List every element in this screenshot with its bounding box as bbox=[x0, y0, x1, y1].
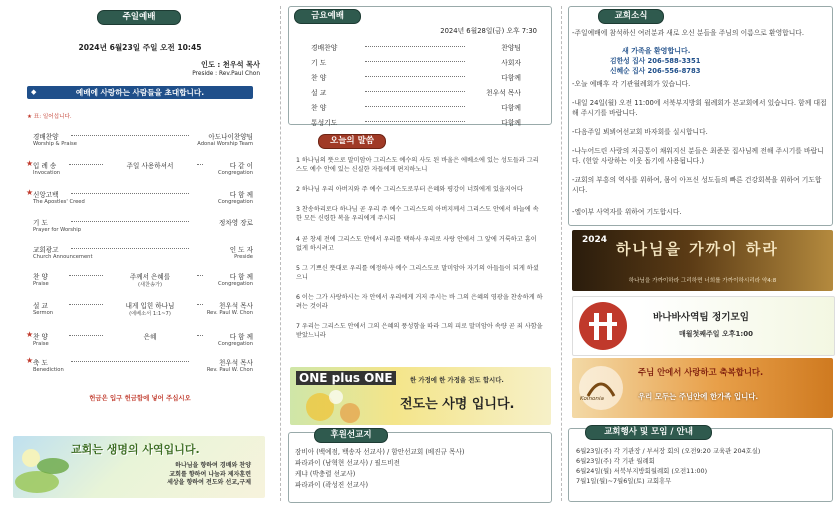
barnabas-logo-icon bbox=[577, 300, 629, 352]
friday-item: 찬 양 bbox=[311, 74, 327, 82]
leader-dots bbox=[69, 275, 103, 276]
order-leader: 다 함 께 bbox=[229, 273, 253, 281]
leader-dots bbox=[69, 304, 103, 305]
one-plus-one-main: 전도는 사명 입니다. bbox=[400, 397, 515, 412]
leader-dots bbox=[69, 335, 103, 336]
leader-dots bbox=[365, 61, 465, 62]
order-content: 주일 사용하셔서 bbox=[126, 162, 174, 170]
contact-item: 신혜순 집사 206-556-8783 bbox=[610, 66, 701, 75]
order-leader: 다 함 께 bbox=[229, 333, 253, 341]
event-item: 7월1일(월)~7월6일(토) 교회휴무 bbox=[576, 477, 672, 485]
order-leader: 천우석 목사 bbox=[219, 302, 253, 310]
one-plus-one-title: ONE plus ONE bbox=[296, 371, 396, 385]
order-leader-en: Congregation bbox=[218, 199, 253, 205]
friday-row bbox=[311, 117, 521, 129]
leader-dots bbox=[365, 46, 465, 47]
leader-dots bbox=[71, 248, 189, 249]
one-plus-one-sub: 한 가정에 한 가정을 전도 합시다. bbox=[410, 376, 504, 384]
mission-tab: 후원선교지 bbox=[314, 428, 388, 443]
order-title-en: Worship & Praise bbox=[33, 141, 77, 147]
order-title-ko: 찬 양 bbox=[33, 333, 48, 341]
friday-leader: 사회자 bbox=[501, 59, 521, 67]
verse-item: 7 우리는 그리스도 안에서 그의 은혜의 풍성함을 따라 그의 피로 말미암아 속량 곧 죄 사함을 받았느니라 bbox=[296, 323, 543, 339]
banner-line: 하나님을 향하여 경배와 찬양 bbox=[175, 462, 251, 469]
leader-dots bbox=[69, 164, 103, 165]
friday-item: 통성기도 bbox=[311, 119, 338, 127]
friday-leader: 다함께 bbox=[501, 104, 521, 112]
welcome-text: 예배에 사랑하는 사람들을 초대합니다. bbox=[75, 88, 205, 97]
order-content: 주께서 은혜를 bbox=[129, 273, 171, 281]
order-title-ko: 경배찬양 bbox=[33, 133, 59, 141]
scripture-banner-title: 하나님을 가까이 하라 bbox=[616, 240, 779, 258]
order-content-sub: (에베소서 1:1~7) bbox=[129, 311, 171, 317]
stand-star-icon: ★ bbox=[26, 356, 34, 365]
banner-line: 교회를 향하여 나눔과 제자훈련 bbox=[169, 470, 251, 478]
leader-dots bbox=[71, 135, 189, 136]
friday-row bbox=[311, 87, 521, 99]
news-item: -교회의 부흥의 역사를 위하여, 몸이 아프신 성도들의 빠른 건강회복을 위하여 기도합시다. bbox=[572, 176, 822, 194]
order-leader-en: Adonai Worship Team bbox=[197, 141, 253, 147]
stand-note: ★ 표: 일어섭니다. bbox=[27, 114, 72, 120]
koinonia-banner bbox=[572, 358, 833, 418]
friday-item: 설 교 bbox=[311, 89, 327, 97]
news-item: -오늘 예배후 각 기관월례회가 있습니다. bbox=[572, 80, 691, 88]
news-column bbox=[562, 0, 835, 507]
friday-leader: 다함께 bbox=[501, 119, 521, 127]
mission-list bbox=[295, 447, 464, 491]
friday-item: 기 도 bbox=[311, 59, 327, 67]
koinonia-logo-icon bbox=[576, 362, 626, 414]
order-title-en: Sermon bbox=[33, 310, 54, 316]
news-item: -나누어드린 사랑의 저금통이 채워지신 분들은 최준문 집사님께 전해 주시기를 바랍니다. (헌알 사랑하는 이웃 돕기에 사용됩니다.) bbox=[572, 147, 824, 165]
preacher-en: Preside : Rev.Paul Chon bbox=[192, 71, 260, 77]
sunday-worship-tab: 주일예배 bbox=[97, 10, 181, 25]
friday-worship-tab: 금요예배 bbox=[294, 9, 361, 24]
order-leader-en: Congregation bbox=[218, 341, 253, 347]
sunday-worship-column bbox=[0, 0, 280, 507]
order-content-sub: (새찬송가) bbox=[137, 282, 163, 288]
order-title-ko: 찬 양 bbox=[33, 273, 48, 281]
banner-year: 2024 bbox=[582, 235, 608, 245]
friday-leader: 다함께 bbox=[501, 74, 521, 82]
koinonia-title: 주님 안에서 사랑하고 축복합니다. bbox=[638, 367, 764, 377]
stand-star-icon: ★ bbox=[26, 188, 34, 197]
events-list bbox=[576, 446, 760, 486]
mission-item: 잠비아 (백예점, 백송자 선교사) / 함안선교회 (베진규 목사) bbox=[295, 448, 465, 456]
stand-star-icon: ★ bbox=[26, 330, 34, 339]
order-title-en: Prayer for Worship bbox=[33, 227, 82, 233]
order-title-en: Benediction bbox=[33, 367, 64, 373]
leader-dots bbox=[197, 275, 203, 276]
friday-item: 찬 양 bbox=[311, 104, 327, 112]
order-title-en: Church Announcement bbox=[33, 254, 93, 260]
news-item: -내일 24일(월) 오전 11:00에 서북부지방회 월례회가 본교회에서 있습니다. 함께 대접해 주시기를 바랍니다. bbox=[572, 99, 827, 117]
order-title-ko: 축 도 bbox=[33, 359, 48, 367]
mission-item: 케냐 (박충렬 선교사) bbox=[295, 470, 356, 478]
banner-title: 교회는 생명의 사역입니다. bbox=[71, 443, 200, 456]
order-title-en: Praise bbox=[33, 341, 49, 347]
leader-dots bbox=[197, 335, 203, 336]
order-leader: 다 같 이 bbox=[229, 162, 253, 170]
order-leader-en: Rev. Paul W. Chon bbox=[206, 310, 253, 316]
leader-dots bbox=[71, 193, 189, 194]
order-title-ko: 교회광고 bbox=[33, 246, 59, 254]
welcome-bar bbox=[27, 86, 253, 99]
order-title-en: Invocation bbox=[33, 170, 61, 176]
contact-list bbox=[610, 57, 701, 76]
leader-dots bbox=[365, 106, 465, 107]
koinonia-sub: 우리 모두는 주님안에 한가족 입니다. bbox=[638, 392, 759, 401]
barnabas-title: 바나바사역팀 정기모임 bbox=[653, 312, 750, 323]
mission-item: 파라과이 (남혁현 선교사) / 필드비전 bbox=[295, 459, 400, 467]
event-item: 6월23일(주) 각 기관장 / 부서장 회의 (오전9:20 교육관 204호실) bbox=[576, 447, 761, 455]
order-title-en: The Apostles' Creed bbox=[33, 199, 85, 205]
friday-leader: 찬양팀 bbox=[501, 44, 521, 52]
order-content: 내게 입힌 하나님 bbox=[125, 302, 175, 310]
leader-dots bbox=[197, 164, 203, 165]
church-news-tab: 교회소식 bbox=[598, 9, 664, 24]
event-item: 6월23일(주) 각 기관 월례회 bbox=[576, 457, 655, 465]
order-title-ko: 기 도 bbox=[33, 219, 48, 227]
verse-item: 2 하나님 우리 아버지와 주 예수 그리스도로부터 은혜와 평강이 너희에게 있을지어다 bbox=[296, 186, 523, 193]
order-leader: 다 함 께 bbox=[229, 191, 253, 199]
church-mission-banner bbox=[13, 436, 265, 498]
friday-row bbox=[311, 42, 521, 54]
events-tab: 교회행사 및 모임 / 안내 bbox=[585, 425, 712, 440]
friday-leader: 천우석 목사 bbox=[486, 89, 521, 97]
scripture-banner bbox=[572, 230, 833, 291]
leader-dots bbox=[365, 91, 465, 92]
leader-dots bbox=[365, 121, 465, 122]
news-item: -엘이부 사역자를 위하여 기도합시다. bbox=[572, 208, 682, 216]
event-item: 6월24일(월) 서북부지방회월례회 (오전11:00) bbox=[576, 467, 708, 475]
order-title-ko: 설 교 bbox=[33, 302, 48, 310]
friday-row bbox=[311, 72, 521, 84]
mission-item: 파라과이 (곽성진 선교사) bbox=[295, 481, 369, 489]
barnabas-sub: 매월첫째주일 오후1:00 bbox=[679, 330, 753, 338]
verse-item: 3 찬송하리로다 하나님 곧 우리 주 예수 그리스도의 아버지께서 그리스도 안에서 하늘에 속한 모든 신령한 복을 우리에게 주시되 bbox=[296, 206, 539, 222]
news-welcome-bold: 새 가족을 환영합니다. bbox=[622, 47, 691, 55]
order-leader-en: Preside bbox=[234, 254, 253, 260]
banner-line: 세상을 향하여 전도와 선교,구제 bbox=[167, 479, 251, 486]
worship-datetime: 2024년 6월23일 주일 오전 10:45 bbox=[78, 43, 202, 52]
order-leader-en: Congregation bbox=[218, 281, 253, 287]
verse-item: 1 하나님의 뜻으로 말미암아 그리스도 예수의 사도 된 바울은 에베소에 있는 성도들과 그리스도 예수 안에 있는 신실한 자들에게 편지하노니 bbox=[296, 157, 539, 173]
scripture-banner-verse: 하나님을 가까이하라 그리하면 너희를 가까이하시리라 약4:8 bbox=[628, 278, 777, 284]
barnabas-banner bbox=[572, 296, 835, 356]
order-title-en: Praise bbox=[33, 281, 49, 287]
leader-dots bbox=[71, 221, 189, 222]
leader-dots bbox=[197, 304, 203, 305]
order-leader: 인 도 자 bbox=[229, 246, 253, 254]
todays-word-tab: 오늘의 말씀 bbox=[318, 134, 386, 149]
order-leader: 아도나이찬양팀 bbox=[208, 133, 253, 141]
order-leader-en: Rev. Paul W. Chon bbox=[206, 367, 253, 373]
order-leader-en: Congregation bbox=[218, 170, 253, 176]
stand-star-icon: ★ bbox=[26, 159, 34, 168]
order-content: 은혜 bbox=[143, 333, 157, 341]
news-item: -다음주일 뵈뵈여선교회 바자회를 실시합니다. bbox=[572, 128, 708, 136]
offering-note: 헌금은 입구 헌금함에 넣어 주십시오 bbox=[89, 394, 191, 402]
friday-row bbox=[311, 57, 521, 69]
banner-lines bbox=[167, 462, 251, 488]
news-welcome: -주일예배에 참석하신 여러분과 새로 오신 분들을 주님의 이름으로 환영합니다. bbox=[572, 29, 805, 37]
friday-column bbox=[281, 0, 559, 507]
friday-datetime: 2024년 6월28일(금) 오후 7:30 bbox=[440, 27, 537, 35]
verse-item: 5 그 기쁘신 뜻대로 우리를 예정하사 예수 그리스도로 말미암아 자기의 아들들이 되게 하셨으니 bbox=[296, 265, 539, 281]
verse-item: 4 곧 창세 전에 그리스도 안에서 우리를 택하사 우리로 사랑 안에서 그 앞에 거룩하고 흠이 없게 하시려고 bbox=[296, 236, 537, 252]
order-title-ko: 신앙고백 bbox=[33, 191, 59, 199]
one-plus-one-banner bbox=[290, 367, 551, 425]
leader-dots bbox=[71, 361, 189, 362]
order-leader: 정차영 장로 bbox=[219, 219, 253, 227]
friday-item: 경배찬양 bbox=[311, 44, 338, 52]
preacher-ko: 인도 : 천우석 목사 bbox=[201, 60, 260, 69]
koinonia-label: Koinonia bbox=[580, 396, 604, 402]
welcome-bar-icon: ◆ bbox=[31, 88, 37, 96]
verse-item: 6 이는 그가 사랑하시는 자 안에서 우리에게 거저 주시는 바 그의 은혜의 영광을 찬송하게 하려는 것이라 bbox=[296, 294, 543, 310]
contact-item: 김한성 집사 206-588-3351 bbox=[610, 57, 701, 65]
leader-dots bbox=[365, 76, 465, 77]
order-leader: 천우석 목사 bbox=[219, 359, 253, 367]
order-title-ko: 입 례 송 bbox=[33, 162, 57, 170]
friday-row bbox=[311, 102, 521, 114]
